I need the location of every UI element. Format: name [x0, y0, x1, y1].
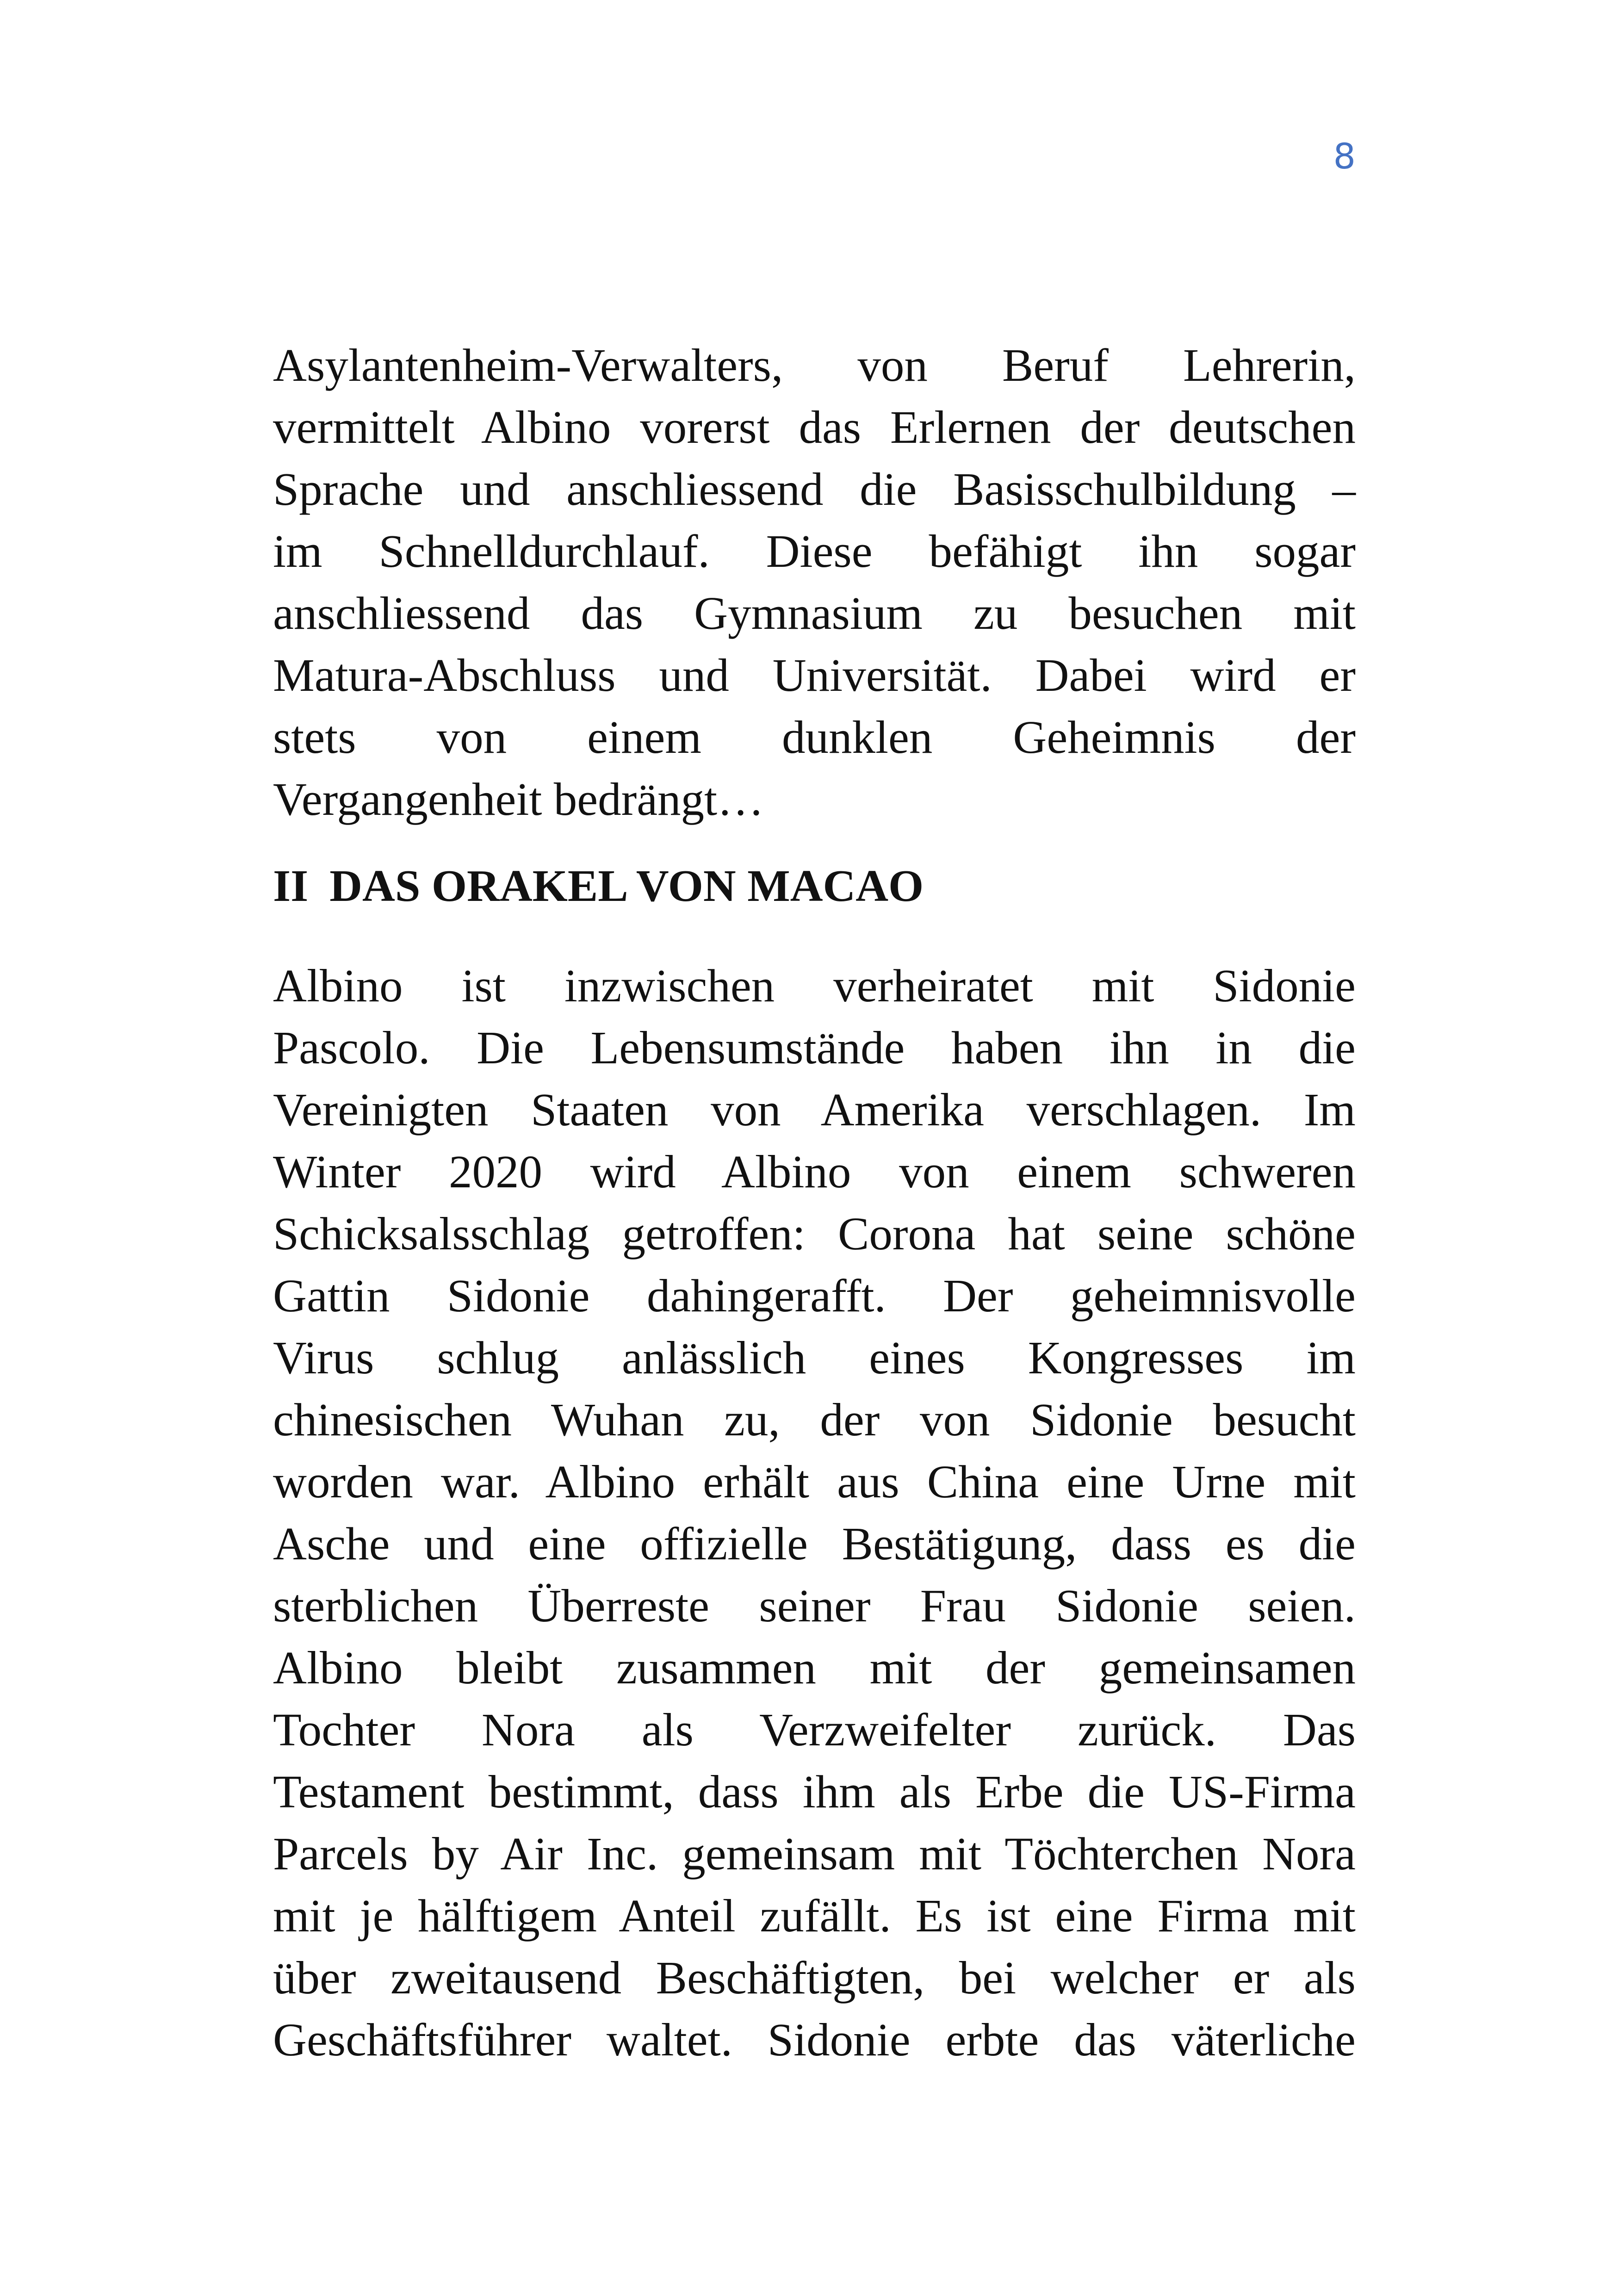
text-line: Matura-Abschluss und Universität. Dabei wird er — [273, 649, 1356, 701]
text-line: Vereinigten Staaten von Amerika verschlagen. Im — [273, 1084, 1356, 1136]
paragraph-2 — [273, 955, 1356, 2071]
text-line: Gattin Sidonie dahingerafft. Der geheimnisvolle — [273, 1270, 1356, 1322]
text-line: anschliessend das Gymnasium zu besuchen mit — [273, 587, 1356, 639]
text-line: Virus schlug anlässlich eines Kongresses im — [273, 1332, 1356, 1384]
text-line: Geschäftsführer waltet. Sidonie erbte das väterliche — [273, 2014, 1356, 2066]
text-line: worden war. Albino erhält aus China eine Urne mit — [273, 1456, 1356, 1508]
text-line: Pascolo. Die Lebensumstände haben ihn in die — [273, 1022, 1356, 1074]
text-line: über zweitausend Beschäftigten, bei welcher er als — [273, 1952, 1356, 2004]
text-line: im Schnelldurchlauf. Diese befähigt ihn sogar — [273, 525, 1356, 577]
text-line: Vergangenheit bedrängt… — [273, 773, 764, 825]
text-line: Parcels by Air Inc. gemeinsam mit Töchterchen Nora — [273, 1828, 1356, 1880]
text-line: Albino bleibt zusammen mit der gemeinsamen — [273, 1642, 1356, 1694]
text-line: mit je hälftigem Anteil zufällt. Es ist eine Firma mit — [273, 1890, 1356, 1942]
chapter-number: II — [273, 861, 309, 911]
text-line: Testament bestimmt, dass ihm als Erbe die US-Firma — [273, 1766, 1356, 1818]
chapter-heading — [273, 855, 1356, 917]
text-line: vermittelt Albino vorerst das Erlernen der deutschen — [273, 401, 1356, 453]
text-line: Asche und eine offizielle Bestätigung, dass es die — [273, 1518, 1356, 1570]
text-line: Schicksalsschlag getroffen: Corona hat seine schöne — [273, 1208, 1356, 1260]
paragraph-1 — [273, 334, 1356, 830]
text-line: Asylantenheim-Verwalters, von Beruf Lehrerin, — [273, 339, 1356, 391]
text-line: sterblichen Überreste seiner Frau Sidonie seien. — [273, 1580, 1356, 1632]
chapter-title: DAS ORAKEL VON MACAO — [329, 861, 924, 911]
text-line: Tochter Nora als Verzweifelter zurück. Das — [273, 1704, 1356, 1756]
text-line: chinesischen Wuhan zu, der von Sidonie besucht — [273, 1394, 1356, 1446]
page-number: 8 — [1333, 136, 1356, 177]
text-line: stets von einem dunklen Geheimnis der — [273, 711, 1356, 763]
text-line: Albino ist inzwischen verheiratet mit Sidonie — [273, 960, 1356, 1011]
text-line: Sprache und anschliessend die Basisschulbildung – — [273, 463, 1356, 515]
text-line: Winter 2020 wird Albino von einem schweren — [273, 1146, 1356, 1198]
